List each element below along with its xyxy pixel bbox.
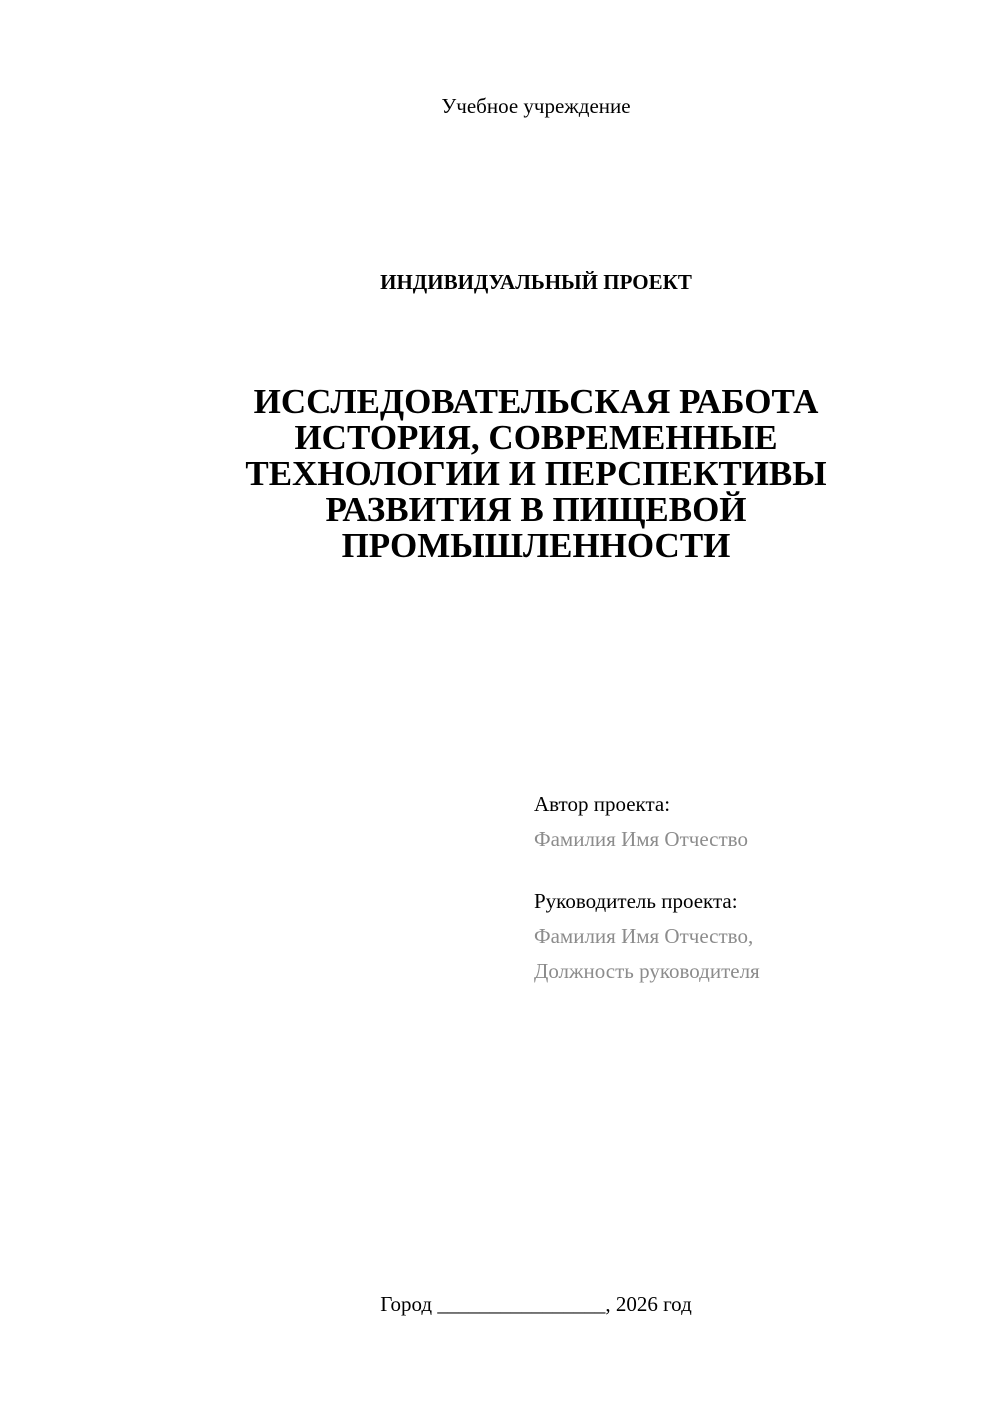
author-name-placeholder: Фамилия Имя Отчество (534, 827, 748, 851)
project-title-line: РАЗВИТИЯ В ПИЩЕВОЙ (325, 490, 747, 529)
project-title-line: ТЕХНОЛОГИИ И ПЕРСПЕКТИВЫ (245, 454, 827, 493)
supervisor-position-placeholder: Должность руководителя (534, 959, 760, 983)
supervisor-label: Руководитель проекта: (534, 889, 738, 913)
supervisor-name-placeholder: Фамилия Имя Отчество, (534, 924, 754, 948)
spacer (534, 857, 974, 884)
author-label: Автор проекта: (534, 792, 671, 816)
institution-name: Учебное учреждение (441, 94, 631, 118)
project-title-line: ИССЛЕДОВАТЕЛЬСКАЯ РАБОТА (253, 382, 819, 421)
project-type-heading: ИНДИВИДУАЛЬНЫЙ ПРОЕКТ (380, 270, 692, 294)
city-year-footer: Город ________________, 2026 год (380, 1292, 692, 1316)
project-title-line: ПРОМЫШЛЕННОСТИ (341, 526, 731, 565)
project-people (534, 787, 974, 989)
project-title-line: ИСТОРИЯ, СОВРЕМЕННЫЕ (294, 418, 778, 457)
project-title (0, 384, 1000, 564)
